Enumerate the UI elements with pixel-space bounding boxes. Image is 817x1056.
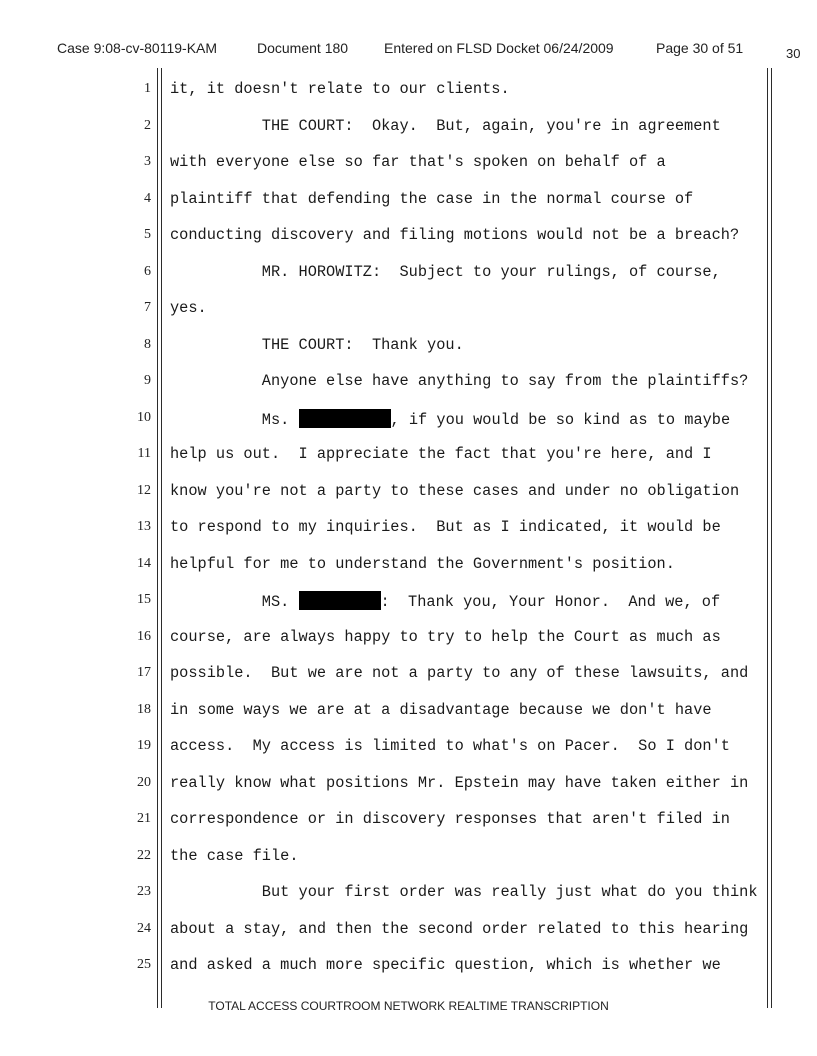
line-number: 4 [144, 191, 151, 206]
docket-entry: Entered on FLSD Docket 06/24/2009 [384, 40, 614, 56]
transcript-line: MR. HOROWITZ: Subject to your rulings, of course, [170, 263, 721, 281]
line-number: 20 [137, 775, 151, 790]
line-number: 22 [137, 848, 151, 863]
line-number: 14 [137, 556, 151, 571]
line-number: 11 [137, 446, 151, 461]
transcript-line: Anyone else have anything to say from the plaintiffs? [170, 372, 749, 390]
line-text-after-redaction: , if you would be so kind as to maybe [390, 411, 731, 429]
transcript-line: the case file. [170, 847, 299, 865]
line-number: 9 [144, 373, 151, 388]
transcript-line: access. My access is limited to what's on Pacer. So I don't [170, 737, 730, 755]
transcript-line: plaintiff that defending the case in the normal course of [170, 190, 694, 208]
document-number: Document 180 [257, 40, 349, 56]
page-number: 30 [786, 46, 801, 61]
line-number: 7 [144, 300, 151, 315]
line-number: 16 [137, 629, 151, 644]
redaction-block [299, 409, 391, 428]
line-number: 13 [137, 519, 151, 534]
transcript-line: about a stay, and then the second order related to this hearing [170, 920, 749, 938]
document-header [57, 40, 787, 62]
transcript-line: to respond to my inquiries. But as I indicated, it would be [170, 518, 721, 536]
transcript-line [170, 591, 720, 611]
transcript-line: help us out. I appreciate the fact that you're here, and I [170, 445, 712, 463]
transcript-line: correspondence or in discovery responses that aren't filed in [170, 810, 730, 828]
line-text-before-redaction: Ms. [170, 411, 299, 429]
transcript-line: THE COURT: Thank you. [170, 336, 464, 354]
line-number: 3 [144, 154, 151, 169]
line-number: 19 [137, 738, 151, 753]
transcript-line: with everyone else so far that's spoken on behalf of a [170, 153, 666, 171]
line-text-after-redaction: : Thank you, Your Honor. And we, of [380, 593, 721, 611]
line-text-before-redaction: MS. [170, 593, 299, 611]
transcript-line: really know what positions Mr. Epstein may have taken either in [170, 774, 749, 792]
line-number: 12 [137, 483, 151, 498]
line-number: 5 [144, 227, 151, 242]
case-number: Case 9:08-cv-80119-KAM [57, 40, 218, 56]
transcript-line: know you're not a party to these cases and under no obligation [170, 482, 740, 500]
line-number: 2 [144, 118, 151, 133]
line-number: 24 [137, 921, 151, 936]
line-number: 10 [137, 410, 151, 425]
line-number: 17 [137, 665, 151, 680]
left-margin-rule [157, 68, 158, 1008]
transcript-line: yes. [170, 299, 207, 317]
right-margin-rule [771, 68, 772, 1008]
line-number: 21 [137, 811, 151, 826]
transcript-line: conducting discovery and filing motions would not be a breach? [170, 226, 740, 244]
transcript-line: possible. But we are not a party to any of these lawsuits, and [170, 664, 749, 682]
line-number: 1 [144, 81, 151, 96]
footer-text: TOTAL ACCESS COURTROOM NETWORK REALTIME TRANSCRIPTION [208, 999, 609, 1013]
line-number: 15 [137, 592, 151, 607]
right-margin-rule-inner [767, 68, 768, 1008]
transcript-line: it, it doesn't relate to our clients. [170, 80, 510, 98]
transcript-line: and asked a much more specific question, which is whether we [170, 956, 721, 974]
transcript-line: But your first order was really just what do you think [170, 883, 758, 901]
page-count: Page 30 of 51 [656, 40, 744, 56]
line-number: 25 [137, 957, 151, 972]
transcript-line: course, are always happy to try to help the Court as much as [170, 628, 721, 646]
line-number: 6 [144, 264, 151, 279]
transcript-line: THE COURT: Okay. But, again, you're in agreement [170, 117, 721, 135]
line-number: 18 [137, 702, 151, 717]
line-number: 23 [137, 884, 151, 899]
redaction-block [299, 591, 381, 610]
transcript-line [170, 409, 730, 429]
line-number: 8 [144, 337, 151, 352]
left-margin-rule-inner [161, 68, 162, 1008]
transcript-line: in some ways we are at a disadvantage because we don't have [170, 701, 712, 719]
transcript-line: helpful for me to understand the Government's position. [170, 555, 675, 573]
